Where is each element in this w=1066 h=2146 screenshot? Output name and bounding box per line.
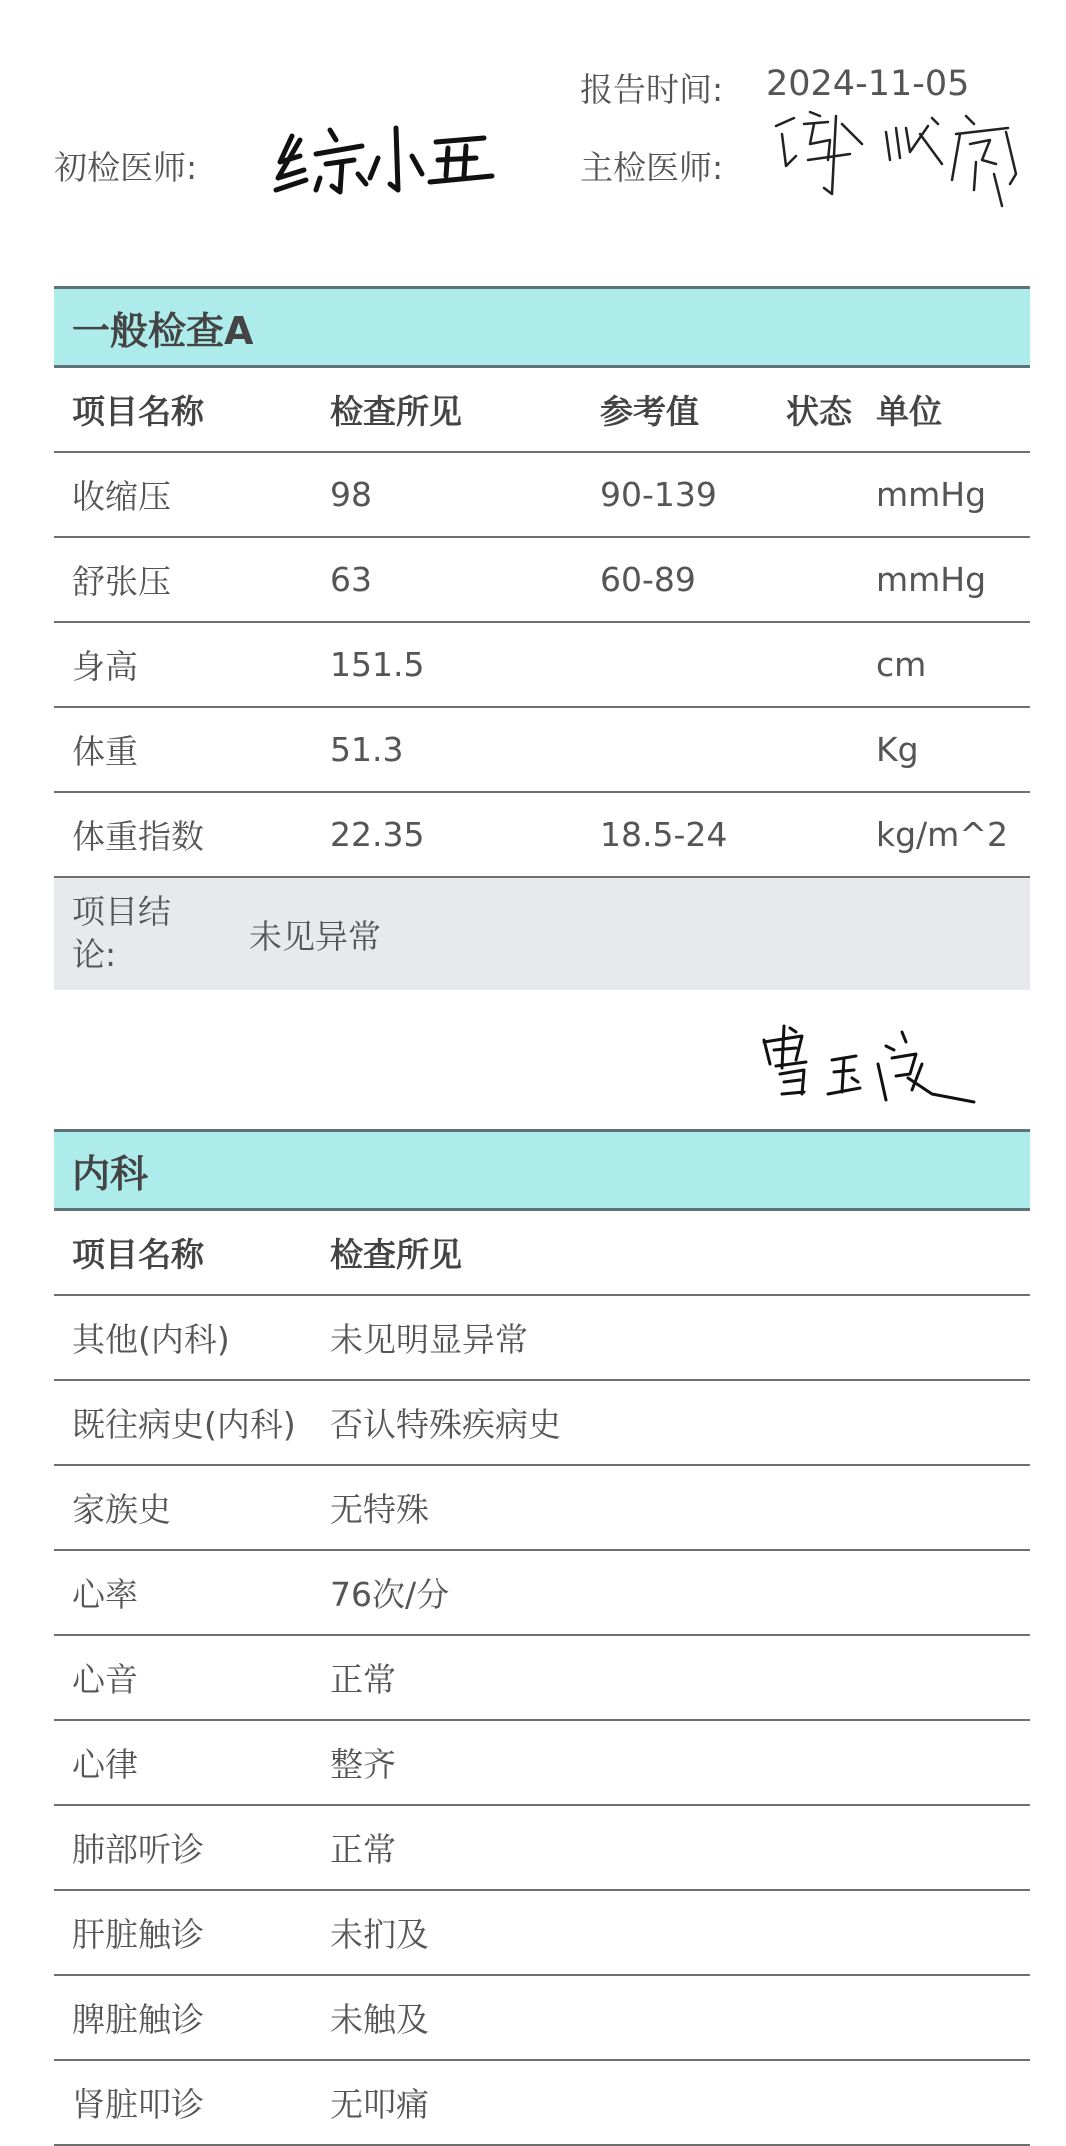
table-row	[54, 1721, 1030, 1806]
col-finding: 检查所见	[330, 392, 462, 431]
item-finding: 无叩痛	[330, 2085, 429, 2124]
item-reference: 90-139	[600, 475, 717, 514]
item-finding: 76次/分	[330, 1575, 450, 1614]
item-name: 肝脏触诊	[72, 1915, 204, 1954]
table-row	[54, 1806, 1030, 1891]
item-finding: 整齐	[330, 1745, 396, 1784]
conclusion-row	[54, 878, 1030, 990]
table-row	[54, 538, 1030, 623]
item-name: 舒张压	[72, 562, 171, 601]
conclusion-value: 未见异常	[249, 916, 381, 956]
item-unit: mmHg	[876, 560, 987, 599]
item-name: 心率	[72, 1575, 138, 1614]
initial-doctor-signature	[270, 118, 500, 208]
item-name: 心律	[72, 1745, 138, 1784]
item-finding: 未见明显异常	[330, 1320, 528, 1359]
internal-medicine-title: 内科	[54, 1129, 1030, 1211]
general-exam-header-row	[54, 368, 1030, 453]
table-row	[54, 1976, 1030, 2061]
table-row	[54, 1551, 1030, 1636]
table-row	[54, 1296, 1030, 1381]
general-exam-title: 一般检查A	[54, 286, 1030, 368]
item-reference: 18.5-24	[600, 815, 728, 854]
table-row	[54, 623, 1030, 708]
item-name: 体重	[72, 732, 138, 771]
item-name: 脾脏触诊	[72, 2000, 204, 2039]
item-finding: 63	[330, 560, 372, 599]
item-unit: kg/m^2	[876, 815, 1008, 854]
internal-medicine-header-row	[54, 1211, 1030, 1296]
table-row	[54, 1636, 1030, 1721]
col-item-name: 项目名称	[72, 392, 204, 431]
initial-doctor-label: 初检医师:	[54, 148, 198, 187]
item-unit: mmHg	[876, 475, 987, 514]
item-finding: 正常	[330, 1830, 396, 1869]
col-unit: 单位	[876, 392, 942, 431]
item-finding: 151.5	[330, 645, 425, 684]
item-name: 肾脏叩诊	[72, 2085, 204, 2124]
item-finding: 未扪及	[330, 1915, 429, 1954]
item-name: 家族史	[72, 1490, 171, 1529]
chief-doctor-label: 主检医师:	[580, 148, 724, 187]
item-name: 收缩压	[72, 477, 171, 516]
table-row	[54, 708, 1030, 793]
table-row	[54, 1381, 1030, 1466]
item-finding: 22.35	[330, 815, 425, 854]
table-row	[54, 2061, 1030, 2146]
item-name: 其他(内科)	[72, 1320, 230, 1359]
conclusion-label: 项目结论:	[72, 892, 171, 974]
general-exam-signature	[756, 1020, 986, 1110]
item-finding: 否认特殊疾病史	[330, 1405, 561, 1444]
internal-medicine-section	[54, 1129, 1030, 2146]
item-finding: 未触及	[330, 2000, 429, 2039]
item-name: 心音	[72, 1660, 138, 1699]
report-time-label: 报告时间:	[580, 70, 724, 109]
col-finding: 检查所见	[330, 1235, 462, 1274]
item-name: 身高	[72, 647, 138, 686]
item-finding: 正常	[330, 1660, 396, 1699]
item-finding: 51.3	[330, 730, 404, 769]
col-item-name: 项目名称	[72, 1235, 204, 1274]
item-name: 体重指数	[72, 817, 204, 856]
item-finding: 无特殊	[330, 1490, 429, 1529]
item-reference: 60-89	[600, 560, 696, 599]
item-name: 既往病史(内科)	[72, 1405, 296, 1444]
item-name: 肺部听诊	[72, 1830, 204, 1869]
table-row	[54, 1466, 1030, 1551]
item-unit: Kg	[876, 730, 919, 769]
item-unit: cm	[876, 645, 927, 684]
table-row	[54, 793, 1030, 878]
report-time-value: 2024-11-05	[766, 64, 970, 104]
chief-doctor-signature	[770, 104, 1030, 214]
item-finding: 98	[330, 475, 372, 514]
general-exam-section	[54, 286, 1030, 990]
table-row	[54, 453, 1030, 538]
col-reference: 参考值	[600, 392, 699, 431]
col-status: 状态	[786, 392, 852, 431]
table-row	[54, 1891, 1030, 1976]
